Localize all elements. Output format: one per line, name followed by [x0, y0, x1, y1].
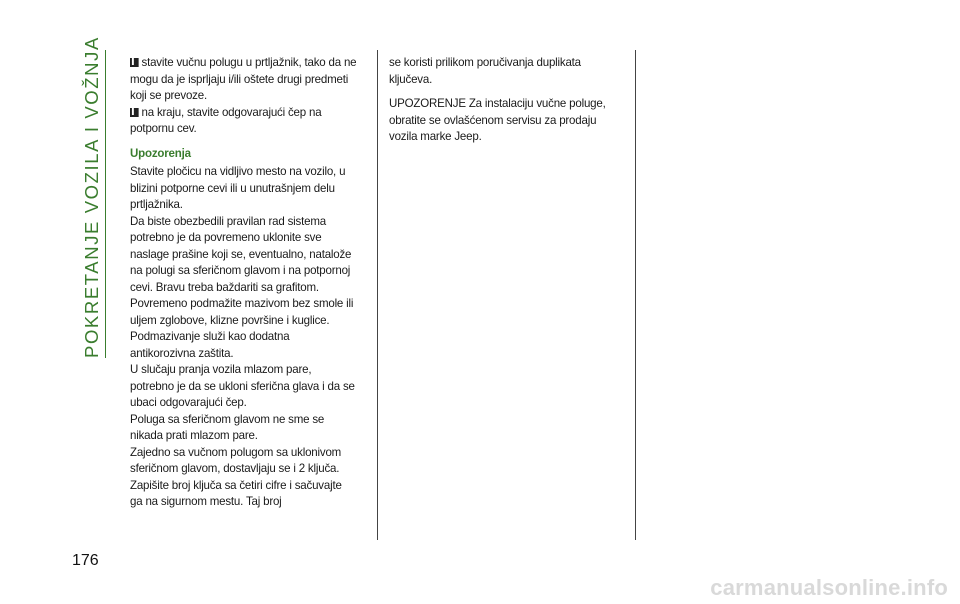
- bullet-item-1: [130, 54, 357, 104]
- warnings-heading: Upozorenja: [130, 145, 191, 160]
- warning-paragraph: UPOZORENJE Za instalaciju vučne poluge, obratite se ovlašćenom servisu za prodaju vozila marke Jeep.: [389, 96, 606, 143]
- bullet-text-1: stavite vučnu polugu u prtljažnik, tako da ne mogu da je isprljaju i/ili oštete drugi predmeti koji se prevoze.: [130, 55, 357, 102]
- section-title-vertical: POKRETANJE VOZILA I VOŽNJA: [81, 36, 102, 358]
- paragraph: Da biste obezbedili pravilan rad sistema potrebno je da povremeno uklonite sve naslage prašine koji se, eventualno, natalože na polugi sa sferičnom glavom i na potpornoj cevi. Bravu treba baždariti sa grafitom.: [130, 213, 352, 294]
- column-divider: [635, 50, 636, 540]
- section-title-rule: [105, 50, 106, 358]
- paragraph: Zapišite broj ključa sa četiri cifre i sačuvajte ga na sigurnom mestu. Taj broj: [130, 477, 342, 508]
- watermark-logo: carmanualsonline.info: [710, 575, 948, 600]
- paragraph: Povremeno podmažite mazivom bez smole ili uljem zglobove, klizne površine i kuglice. Podmazivanje služi kao dodatna antikorozivna zaštita.: [130, 296, 354, 360]
- page-number: 176: [72, 552, 99, 569]
- bullet-text-2: na kraju, stavite odgovarajući čep na potpornu cev.: [130, 104, 322, 135]
- bullet-item-2: [130, 104, 357, 137]
- paragraph: Zajedno sa vučnom polugom sa uklonivom sferičnom glavom, dostavljaju se i 2 ključa.: [130, 444, 342, 475]
- text-column-left: [130, 54, 357, 510]
- paragraph: Poluga sa sferičnom glavom ne sme se nikada prati mlazom pare.: [130, 411, 325, 442]
- column-divider: [377, 50, 378, 540]
- bullet-marker-icon: [130, 108, 139, 117]
- paragraph: se koristi prilikom poručivanja duplikata ključeva.: [389, 55, 581, 86]
- paragraph: U slučaju pranja vozila mlazom pare, potrebno je da se ukloni sferična glava i da se ubaci odgovarajući čep.: [130, 362, 355, 409]
- text-column-right: [389, 54, 616, 145]
- bullet-marker-icon: [130, 58, 139, 67]
- paragraph: Stavite pločicu na vidljivo mesto na vozilo, u blizini potporne cevi ili u unutrašnjem delu prtljažnika.: [130, 164, 346, 211]
